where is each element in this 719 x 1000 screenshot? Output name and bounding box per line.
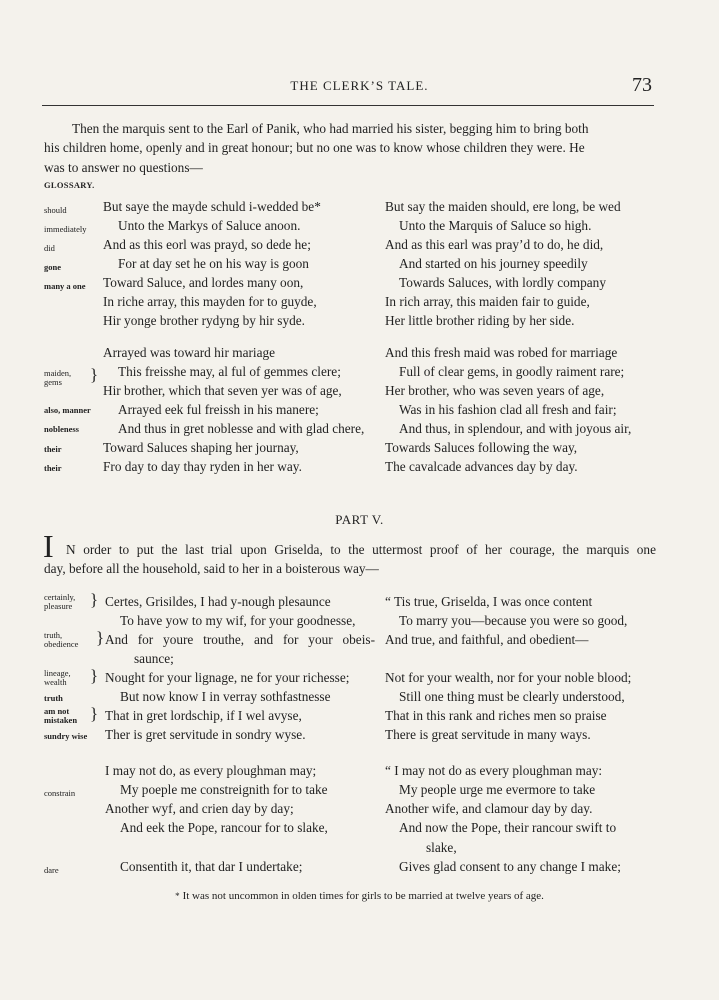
verse-line-original: Toward Saluces shaping her journay, bbox=[103, 440, 299, 455]
gloss-brace: } bbox=[90, 666, 99, 685]
gloss-brace: } bbox=[90, 704, 99, 723]
intro-line: was to answer no questions— bbox=[44, 159, 203, 175]
footnote-marker: * bbox=[175, 891, 180, 901]
footnote-text: It was not uncommon in olden times for girls to be married at twelve years of age. bbox=[182, 890, 544, 902]
verse-line-original: Nought for your lignage, ne for your richesse; bbox=[105, 670, 350, 685]
verse-line-modern: “ I may not do as every ploughman may: bbox=[385, 763, 603, 778]
footnote bbox=[0, 890, 719, 902]
header-rule bbox=[42, 105, 654, 106]
verse-line-modern: Towards Saluces following the way, bbox=[385, 440, 578, 455]
verse-line-modern: That in this rank and riches men so praise bbox=[385, 708, 607, 723]
gloss-note: their bbox=[44, 444, 62, 454]
gloss-note: truth, obedience bbox=[44, 630, 79, 649]
verse-line-original: For at day set he on his way is goon bbox=[118, 256, 309, 271]
verse-line-original: Ther is gret servitude in sondry wyse. bbox=[105, 727, 306, 742]
glossary-heading: GLOSSARY. bbox=[44, 180, 95, 190]
gloss-brace: } bbox=[90, 590, 99, 609]
verse-line-modern: Still one thing must be clearly understood, bbox=[399, 689, 625, 704]
verse-line-modern: Was in his fashion clad all fresh and fair; bbox=[399, 402, 617, 417]
verse-line-original: Consentith it, that dar I undertake; bbox=[120, 859, 303, 874]
gloss-note: certainly, pleasure bbox=[44, 592, 76, 611]
verse-line-modern: And as this earl was pray’d to do, he did, bbox=[385, 237, 604, 252]
verse-line-original: Fro day to day thay ryden in her way. bbox=[103, 459, 302, 474]
intro-paragraph bbox=[44, 119, 656, 177]
gloss-note: lineage, wealth bbox=[44, 668, 71, 687]
verse-line-original: Hir yonge brother rydyng by hir syde. bbox=[103, 313, 305, 328]
verse-line-modern: Another wife, and clamour day by day. bbox=[385, 801, 593, 816]
verse-line-original: This freisshe may, al ful of gemmes clere; bbox=[118, 364, 341, 379]
verse-line-modern: My people urge me evermore to take bbox=[399, 782, 596, 797]
drop-cap: I bbox=[43, 528, 54, 564]
verse-line-modern: Full of clear gems, in goodly raiment rare; bbox=[399, 364, 625, 379]
verse-line-original: In riche array, this mayden for to guyde, bbox=[103, 294, 317, 309]
gloss-note: sundry wise bbox=[44, 731, 88, 741]
intro-line: his children home, openly and in great honour; but no one was to know whose children they were. He bbox=[44, 140, 585, 156]
verse-line-modern: Gives glad consent to any change I make; bbox=[399, 859, 621, 874]
verse-line-modern: Her brother, who was seven years of age, bbox=[385, 383, 605, 398]
verse-line-modern: But say the maiden should, ere long, be wed bbox=[385, 199, 621, 214]
page-number: 73 bbox=[632, 74, 652, 96]
verse-line-modern: And this fresh maid was robed for marriage bbox=[385, 345, 618, 360]
verse-line-modern: In rich array, this maiden fair to guide, bbox=[385, 294, 590, 309]
verse-line-modern: “ Tis true, Griselda, I was once content bbox=[385, 594, 593, 609]
verse-line-original: Arrayed was toward hir mariage bbox=[103, 345, 276, 360]
verse-line-modern: Towards Saluces, with lordly company bbox=[399, 275, 606, 290]
part-paragraph-line: N order to put the last trial upon Griselda, to the uttermost proof of her courage, the marquis one bbox=[66, 542, 656, 557]
verse-line-original: Arrayed eek ful freissh in his manere; bbox=[118, 402, 319, 417]
part-heading: PART V. bbox=[335, 512, 384, 527]
verse-line-original: Toward Saluce, and lordes many oon, bbox=[103, 275, 304, 290]
verse-line-original: Unto the Markys of Saluce anoon. bbox=[118, 218, 301, 233]
intro-line: Then the marquis sent to the Earl of Panik, who had married his sister, begging him to bring both bbox=[72, 121, 589, 136]
verse-line-modern: And true, and faithful, and obedient— bbox=[385, 632, 589, 647]
verse-line-modern: Her little brother riding by her side. bbox=[385, 313, 575, 328]
verse-line-modern: The cavalcade advances day by day. bbox=[385, 459, 578, 474]
gloss-note: constrain bbox=[44, 788, 76, 798]
verse-line-original: Certes, Grisildes, I had y-nough plesaunce bbox=[105, 594, 331, 609]
verse-line-original: To have yow to my wif, for your goodnesse, bbox=[120, 613, 356, 628]
gloss-note: dare bbox=[44, 865, 59, 875]
gloss-note: also, manner bbox=[44, 405, 91, 415]
running-head: THE CLERK’S TALE. bbox=[290, 78, 429, 93]
verse-line-original: I may not do, as every ploughman may; bbox=[105, 763, 317, 778]
verse-line-original: And for youre trouthe, and for your obeis- bbox=[105, 632, 375, 647]
verse-line-original: Another wyf, and crien day by day; bbox=[105, 801, 294, 816]
verse-line-modern: And now the Pope, their rancour swift to bbox=[399, 820, 617, 835]
gloss-note: maiden, gems bbox=[44, 368, 72, 387]
verse-line-original: And as this eorl was prayd, so dede he; bbox=[103, 237, 311, 252]
verse-line-original: saunce; bbox=[134, 651, 174, 666]
part-paragraph-line: day, before all the household, said to her in a boisterous way— bbox=[44, 561, 379, 576]
verse-line-modern: Unto the Marquis of Saluce so high. bbox=[399, 218, 592, 233]
gloss-note: truth bbox=[44, 693, 63, 703]
gloss-note: many a one bbox=[44, 281, 86, 291]
verse-line-original: My poeple me constreignith for to take bbox=[120, 782, 328, 797]
verse-line-modern: And thus, in splendour, and with joyous air, bbox=[399, 421, 632, 436]
verse-line-original: And eek the Pope, rancour for to slake, bbox=[120, 820, 328, 835]
verse-line-modern: To marry you—because you were so good, bbox=[399, 613, 628, 628]
verse-line-original: But now know I in verray sothfastnesse bbox=[120, 689, 331, 704]
gloss-note: immediately bbox=[44, 224, 87, 234]
gloss-note: did bbox=[44, 243, 55, 253]
verse-line-original: But saye the mayde schuld i-wedded be* bbox=[103, 199, 321, 214]
gloss-note: am not mistaken bbox=[44, 706, 78, 725]
verse-line-modern: slake, bbox=[426, 840, 457, 855]
gloss-note: gone bbox=[44, 262, 61, 272]
verse-line-modern: And started on his journey speedily bbox=[399, 256, 588, 271]
gloss-brace: } bbox=[90, 365, 99, 384]
gloss-note: should bbox=[44, 205, 67, 215]
verse-line-original: That in gret lordschip, if I wel avyse, bbox=[105, 708, 302, 723]
verse-line-modern: There is great servitude in many ways. bbox=[385, 727, 591, 742]
gloss-note: their bbox=[44, 463, 62, 473]
verse-line-original: And thus in gret noblesse and with glad chere, bbox=[118, 421, 365, 436]
gloss-brace: } bbox=[96, 628, 105, 647]
verse-line-modern: Not for your wealth, nor for your noble blood; bbox=[385, 670, 632, 685]
gloss-note: nobleness bbox=[44, 424, 79, 434]
verse-line-original: Hir brother, which that seven yer was of age, bbox=[103, 383, 342, 398]
